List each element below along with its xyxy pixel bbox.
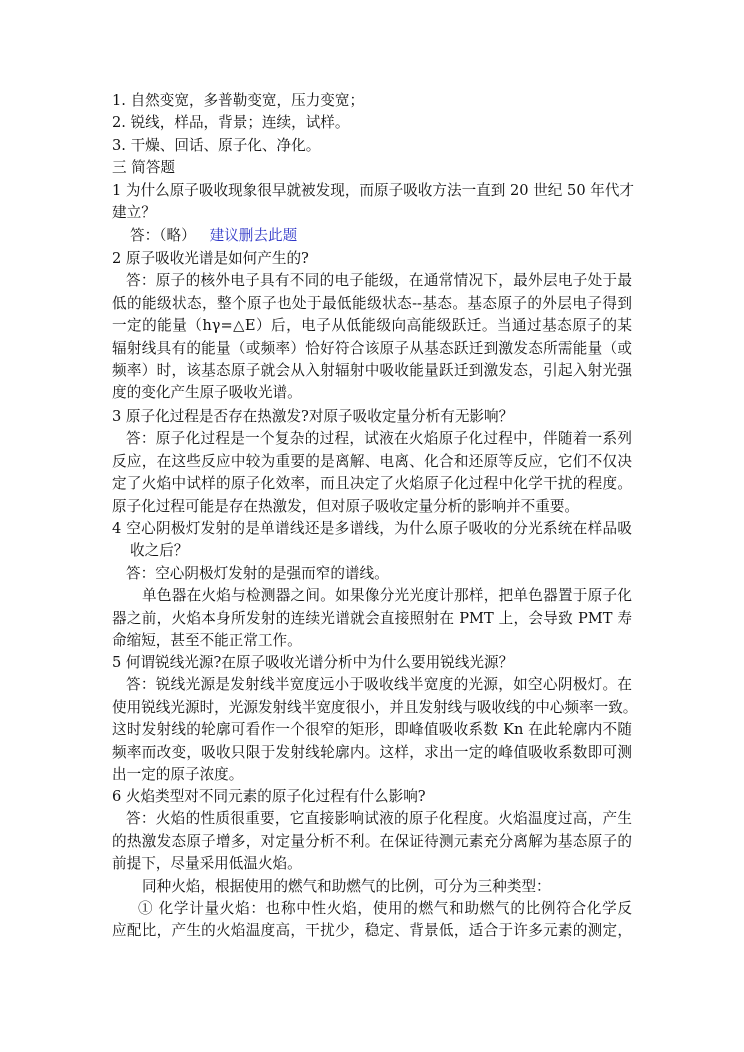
answer-4-paragraph-line: 单色器在火焰与检测器之间。如果像分光光度计那样，把单色器置于原子化 [142,587,632,605]
answer-2-line: 一定的能量（hγ=△E）后，电子从低能级向高能级跃迁。当通过基态原子的某 [112,317,632,335]
question-1-text-line-1: 1 为什么原子吸收现象很早就被发现，而原子吸收方法一直到 20 世纪 50 年代才 [112,182,635,199]
question-3 [112,406,632,518]
question-1-answer-prefix: 答：（略） [130,226,196,244]
question-6 [112,786,632,943]
answer-4-paragraph-line: 命缩短，甚至不能正常工作。 [112,632,302,650]
question-5 [112,652,638,786]
answer-3-line: 反应，在这些反应中较为重要的是离解、电离、化合和还原等反应，它们不仅决 [112,452,632,470]
question-4 [112,518,632,652]
question-1 [112,180,635,247]
answer-5-line: 频率而改变，吸收只限于发射线轮廓内。这样，求出一定的峰值吸收系数即可测 [112,743,632,761]
delete-suggestion-note: 建议删去此题 [209,226,298,244]
answer-2-line: 频率）时，该基态原子就会从入射辐射中吸收能量跃迁到激发态，引起入射光强 [112,362,632,380]
answer-2-line: 低的能级状态，整个原子也处于最低能级状态--基态。基态原子的外层电子得到 [112,294,632,312]
fill-answer-3: 3. 干燥、回话、原子化、净化。 [112,136,321,154]
answer-3-line: 原子化过程可能是存在热激发，但对原子吸收定量分析的影响并不重要。 [112,497,580,515]
answer-2-line: 辐射线具有的能量（或频率）恰好符合该原子从基态跃迁到激发态所需能量（或 [112,339,632,357]
answer-6-line: 前提下，尽量采用低温火焰。 [112,855,302,873]
question-6-text: 6 火焰类型对不同元素的原子化过程有什么影响? [112,788,426,805]
answer-6-line: 答：火焰的性质很重要，它直接影响试液的原子化程度。火焰温度过高，产生 [126,810,632,828]
answer-2-line: 度的变化产生原子吸收光谱。 [112,384,302,402]
answer-5-line: 出一定的原子浓度。 [112,766,244,784]
answer-6-paragraph-2: 同种火焰，根据使用的燃气和助燃气的比例，可分为三种类型： [142,877,551,895]
answer-4-paragraph-line: 器之前，火焰本身所发射的连续光谱就会直接照射在 PMT 上，会导致 PMT 寿 [112,609,632,627]
section-heading: 三 简答题 [112,159,176,177]
flame-type-1-line: ① 化学计量火焰：也称中性火焰，使用的燃气和助燃气的比例符合化学反 [138,900,632,918]
question-4-text-line-2: 收之后？ [130,542,189,560]
answer-5-line: 使用锐线光源时，光源发射线半宽度很小，并且发射线与吸收线的中心频率一致。 [112,698,638,716]
answer-3-line: 定了火焰中试样的原子化效率，而且决定了火焰原子化过程中化学干扰的程度。 [112,475,632,493]
flame-type-1-line: 应配比，产生的火焰温度高，干扰少，稳定、背景低，适合于许多元素的测定， [112,922,632,940]
question-2-text: 2 原子吸收光谱是如何产生的? [112,250,309,267]
answer-5-line: 这时发射线的轮廓可看作一个很窄的矩形，即峰值吸收系数 Kn 在此轮廓内不随 [112,721,632,739]
answer-3-line: 答：原子化过程是一个复杂的过程，试液在火焰原子化过程中，伴随着一系列 [126,430,632,448]
answer-5-line: 答：锐线光源是发射线半宽度远小于吸收线半宽度的光源，如空心阴极灯。在 [126,676,632,694]
answer-4-line: 答：空心阴极灯发射的是强而窄的谱线。 [126,564,389,582]
question-3-text: 3 原子化过程是否存在热激发?对原子吸收定量分析有无影响？ [112,408,514,425]
answer-list [112,90,632,180]
answer-6-line: 的热激发态原子增多，对定量分析不利。在保证待测元素充分离解为基态原子的 [112,832,632,850]
question-5-text: 5 何谓锐线光源?在原子吸收光谱分析中为什么要用锐线光源？ [112,654,514,671]
question-1-answer [112,225,632,247]
fill-answer-1: 1. 自然变宽，多普勒变宽，压力变宽； [112,92,365,109]
question-2 [112,248,632,405]
fill-answer-2: 2. 锐线，样品，背景；连续，试样。 [112,114,350,132]
answer-2-line: 答：原子的核外电子具有不同的电子能级，在通常情况下，最外层电子处于最 [126,272,632,290]
question-4-text-line-1: 4 空心阴极灯发射的是单谱线还是多谱线，为什么原子吸收的分光系统在样品吸 [112,520,632,537]
question-1-text-line-2: 建立？ [112,204,156,222]
